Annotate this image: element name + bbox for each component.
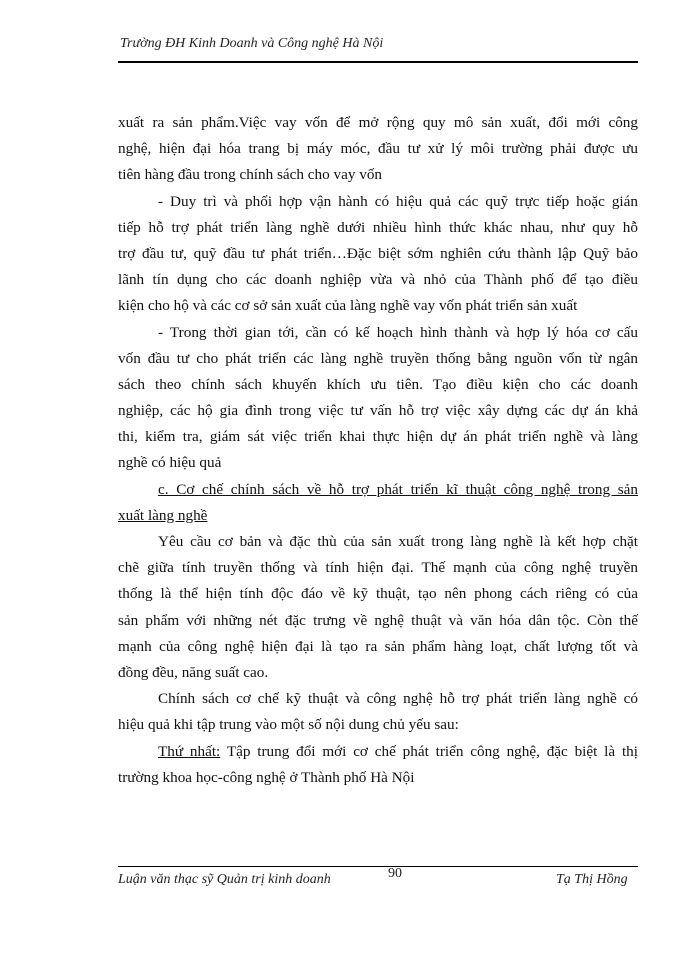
text-line: nghiệp, các hộ gia đình trong việc tư vấn hỗ trợ việc xây dựng các dự án khả bbox=[118, 402, 638, 420]
text-line: kiện cho hộ và các cơ sở sản xuất của làng nghề vay vốn phát triển sản xuất bbox=[118, 297, 578, 315]
text-line: nghề có hiệu quả bbox=[118, 454, 222, 472]
text-line: Yêu cầu cơ bản và đặc thù của sản xuất trong làng nghề là kết hợp chặt bbox=[158, 533, 638, 550]
footer-thesis-title: Luận văn thạc sỹ Quản trị kinh doanh bbox=[118, 872, 331, 887]
text-line: chẽ giữa tính truyền thống và tính hiện đại. Thế mạnh của công nghệ truyền bbox=[118, 559, 638, 577]
text-line: xuất ra sản phẩm.Việc vay vốn để mở rộng quy mô sản xuất, đổi mới công bbox=[118, 114, 638, 131]
section-heading: xuất làng nghề bbox=[118, 506, 208, 524]
text-line: thi, kiểm tra, giám sát việc triển khai thực hiện dự án phát triển nghề và làng bbox=[118, 428, 638, 446]
footer-author: Tạ Thị Hồng bbox=[556, 872, 628, 887]
text-line: đồng đều, năng suất cao. bbox=[118, 663, 269, 681]
text-line: mạnh của công nghệ hiện đại là tạo ra sản phẩm hàng loạt, chất lượng tốt và bbox=[118, 637, 638, 655]
text-line: trợ đầu tư, quỹ đầu tư phát triển…Đặc biệt sớm nghiên cứu thành lập Quỹ bảo bbox=[118, 244, 638, 262]
footer-rule bbox=[118, 866, 638, 867]
text-line: Chính sách cơ chế kỹ thuật và công nghệ hỗ trợ phát triển làng nghề có bbox=[158, 690, 638, 708]
text-line: nghệ, hiện đại hóa trang bị máy móc, đầu tư xử lý môi trường phải được ưu bbox=[118, 140, 638, 158]
text-line: lãnh tín dụng cho các doanh nghiệp vừa và nhỏ của Thành phố để tạo điều bbox=[118, 271, 638, 289]
page-number: 90 bbox=[388, 866, 402, 881]
text-line: thống là thể hiện tính độc đáo về kỹ thuật, tạo nên phong cách riêng có của bbox=[118, 585, 638, 603]
first-point-label: Thứ nhất: bbox=[158, 742, 221, 760]
text-line: - Duy trì và phối hợp vận hành có hiệu quả các quỹ trực tiếp hoặc gián bbox=[158, 192, 638, 210]
text-line: tiên hàng đầu trong chính sách cho vay vốn bbox=[118, 166, 383, 184]
text-span: Tập trung đổi mới cơ chế phát triển công nghệ, đặc biệt là thị bbox=[220, 742, 638, 760]
header-rule bbox=[118, 61, 638, 63]
text-line: sách theo chính sách khuyến khích ưu tiên. Tạo điều kiện cho các doanh bbox=[118, 375, 638, 393]
text-line: vốn đầu tư cho phát triển các làng nghề truyền thống bằng nguồn vốn từ ngân bbox=[118, 349, 638, 367]
text-line bbox=[118, 739, 638, 765]
text-line: hiệu quả khi tập trung vào một số nội dung chủ yếu sau: bbox=[118, 716, 459, 734]
text-line: tiếp hỗ trợ phát triển làng nghề dưới nhiều hình thức khác nhau, như quy hỗ bbox=[118, 218, 638, 236]
section-heading: c. Cơ chế chính sách về hỗ trợ phát triển kĩ thuật công nghệ trong sản bbox=[158, 480, 638, 498]
running-header: Trường ĐH Kinh Doanh và Công nghệ Hà Nội bbox=[120, 36, 384, 51]
text-line: trường khoa học-công nghệ ở Thành phố Hà Nội bbox=[118, 768, 415, 786]
text-line: sản phẩm với những nét đặc trưng về nghệ thuật và văn hóa dân tộc. Còn thế bbox=[118, 611, 638, 629]
text-line: - Trong thời gian tới, cần có kế hoạch hình thành và hợp lý hóa cơ cấu bbox=[158, 323, 638, 341]
body-text bbox=[118, 110, 638, 791]
